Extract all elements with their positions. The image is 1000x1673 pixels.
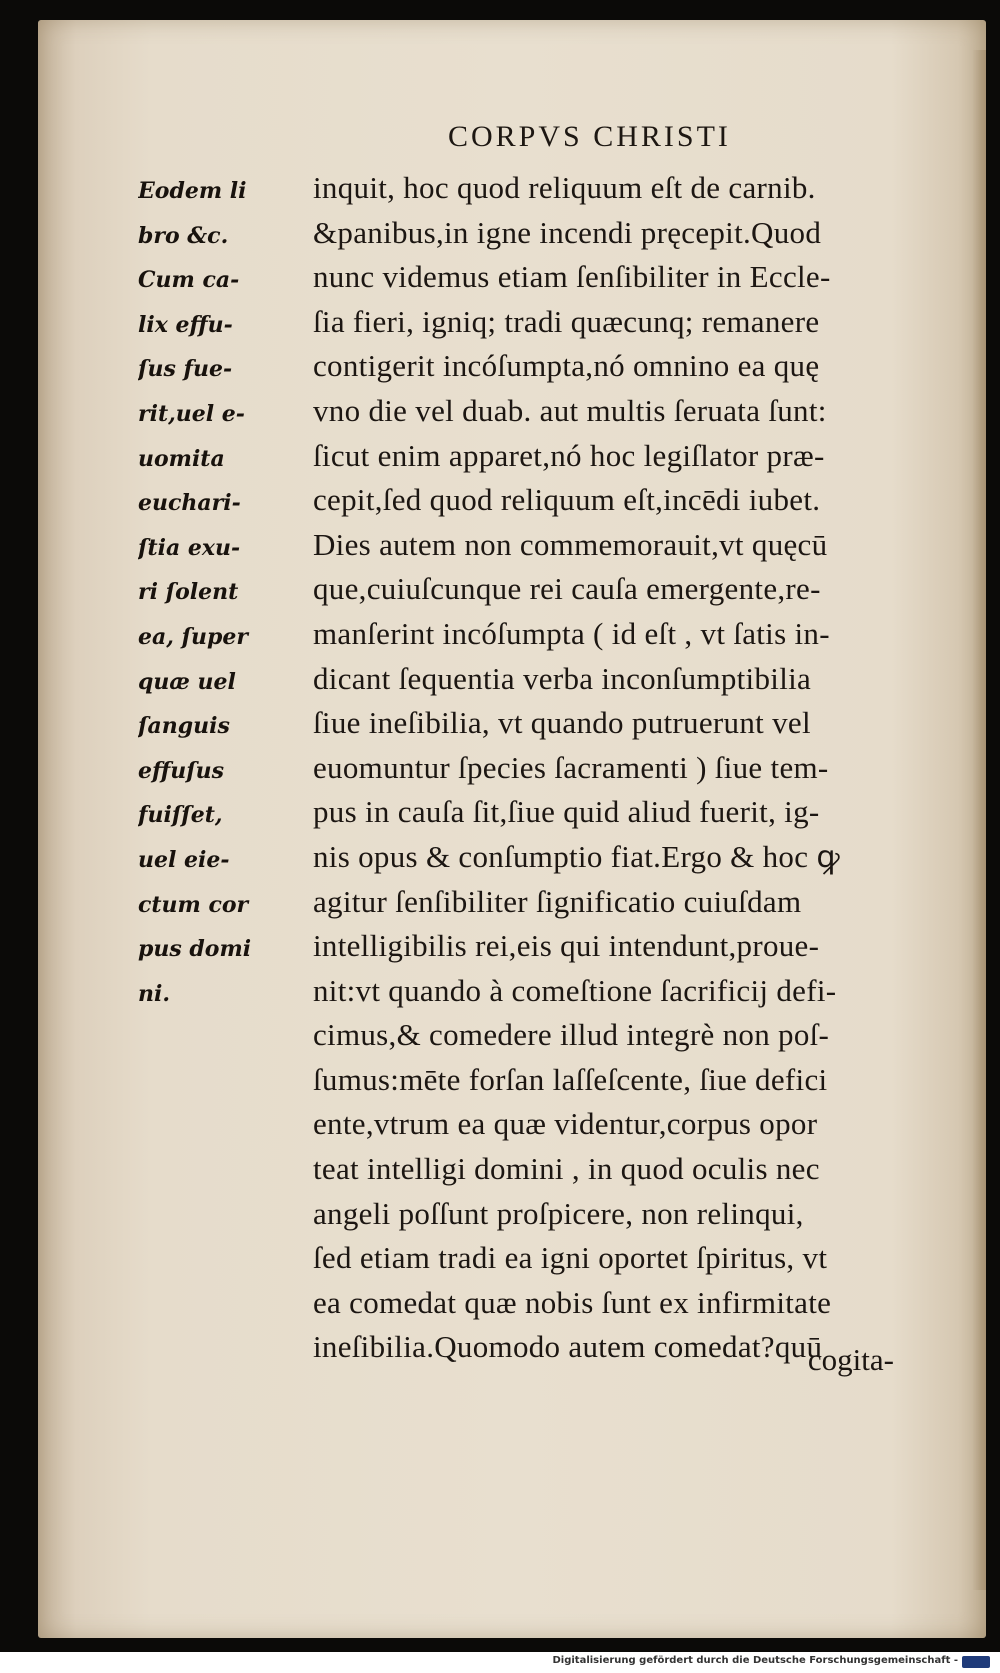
text-line	[138, 1147, 1000, 1192]
text-line	[138, 835, 1000, 880]
body-line-text: &panibus,in igne incendi pręcepit.Quod	[313, 214, 822, 250]
body-line-text: cepit,ſed quod reliquum eſt,incēdi iubet.	[313, 482, 821, 518]
body-line-text: manſerint incóſumpta ( id eſt , vt ſatis in-	[313, 615, 830, 651]
body-line-text: cimus,& comedere illud integrè non poſ-	[313, 1017, 830, 1053]
marginal-gloss: ni.	[138, 980, 171, 1007]
marginal-gloss: rit,uel e-	[138, 400, 245, 427]
body-line-text: que,cuiuſcunque rei cauſa emergente,re-	[313, 571, 821, 607]
text-line	[138, 211, 1000, 256]
text-line	[138, 478, 1000, 523]
body-line-text: ſia fieri, igniq; tradi quæcunq; remanere	[313, 303, 820, 339]
marginal-gloss: effuſus	[138, 757, 225, 784]
marginal-gloss: ſus fue-	[138, 356, 233, 383]
body-line-text: euomuntur ſpecies ſacramenti ) ſiue tem-	[313, 749, 829, 785]
text-line	[138, 924, 1000, 969]
body-line-text: nunc videmus etiam ſenſibiliter in Eccle-	[313, 259, 831, 295]
text-line	[138, 746, 1000, 791]
text-line	[138, 1192, 1000, 1237]
text-line	[138, 344, 1000, 389]
body-line-text: intelligibilis rei,eis qui intendunt,proue-	[313, 928, 820, 964]
marginal-gloss: lix effu-	[138, 311, 233, 338]
text-line	[138, 255, 1000, 300]
body-line-text: nis opus & conſumptio fiat.Ergo & hoc ꝙ	[313, 838, 840, 874]
text-line	[138, 657, 1000, 702]
marginal-gloss: quæ uel	[138, 668, 236, 695]
body-line-text: ea comedat quæ nobis ſunt ex infirmitate	[313, 1284, 832, 1320]
marginal-gloss: pus domi	[138, 936, 252, 963]
text-line	[138, 567, 1000, 612]
body-line-text: Dies autem non commemorauit,vt quęcū	[313, 526, 828, 562]
marginal-gloss: ri ſolent	[138, 579, 239, 606]
book-page	[38, 20, 986, 1638]
marginal-gloss: euchari-	[138, 490, 241, 517]
body-line-text: ſumus:mēte forſan laſſeſcente, ſiue defici	[313, 1061, 828, 1097]
catchword: cogita-	[807, 1342, 894, 1377]
body-line-text: teat intelligi domini , in quod oculis nec	[313, 1151, 820, 1187]
marginal-gloss: ſtia exu-	[138, 534, 241, 561]
text-line	[138, 1281, 1000, 1326]
footer-strip	[0, 1652, 1000, 1673]
text-line	[138, 1058, 1000, 1103]
marginal-gloss: ſanguis	[138, 713, 230, 740]
text-line	[138, 612, 1000, 657]
body-line-text: ineſibilia.Quomodo autem comedat?quū	[313, 1329, 823, 1365]
body-line-text: pus in cauſa ſit,ſiue quid aliud fuerit, ig-	[313, 794, 820, 830]
dfg-logo	[962, 1656, 990, 1668]
text-line	[138, 701, 1000, 746]
body-line-text: contigerit incóſumpta,nó omnino ea quę	[313, 348, 820, 384]
text-line	[138, 880, 1000, 925]
body-line-text: agitur ſenſibiliter ſignificatio cuiuſdam	[313, 883, 802, 919]
running-head: CORPVS CHRISTI	[448, 120, 731, 153]
marginal-gloss: ea, ſuper	[138, 623, 248, 650]
body-line-text: ſed etiam tradi ea igni oportet ſpiritus, vt	[313, 1240, 828, 1276]
text-line	[138, 300, 1000, 345]
text-line	[138, 969, 1000, 1014]
text-line	[138, 523, 1000, 568]
marginal-gloss: Cum ca-	[138, 267, 240, 294]
text-line	[138, 389, 1000, 434]
marginal-gloss: uomita	[138, 445, 225, 472]
body-text	[138, 166, 1000, 1370]
body-line-text: dicant ſequentia verba inconſumptibilia	[313, 660, 812, 696]
marginal-gloss: uel eie-	[138, 846, 230, 873]
body-line-text: ſiue ineſibilia, vt quando putruerunt vel	[313, 705, 811, 741]
body-line-text: nit:vt quando à comeſtione ſacrificij defi-	[313, 972, 837, 1008]
text-line	[138, 166, 1000, 211]
text-line	[138, 1236, 1000, 1281]
body-line-text: inquit, hoc quod reliquum eſt de carnib.	[313, 170, 816, 205]
marginal-gloss: fuiſſet,	[138, 802, 223, 829]
text-line	[138, 1102, 1000, 1147]
body-line-text: angeli poſſunt proſpicere, non relinqui,	[313, 1195, 804, 1231]
marginal-gloss: bro &c.	[138, 222, 229, 249]
body-line-text: vno die vel duab. aut multis ſeruata ſunt:	[313, 392, 827, 428]
text-line	[138, 434, 1000, 479]
body-line-text: ſicut enim apparet,nó hoc legiſlator præ-	[313, 437, 825, 473]
body-line-text: ente,vtrum ea quæ videntur,corpus opor	[313, 1106, 818, 1142]
marginal-gloss: Eodem li	[138, 178, 247, 204]
text-line	[138, 1013, 1000, 1058]
text-line	[138, 790, 1000, 835]
marginal-gloss: ctum cor	[138, 891, 249, 918]
funding-credit: Digitalisierung gefördert durch die Deutsche Forschungsgemeinschaft -	[552, 1655, 958, 1666]
